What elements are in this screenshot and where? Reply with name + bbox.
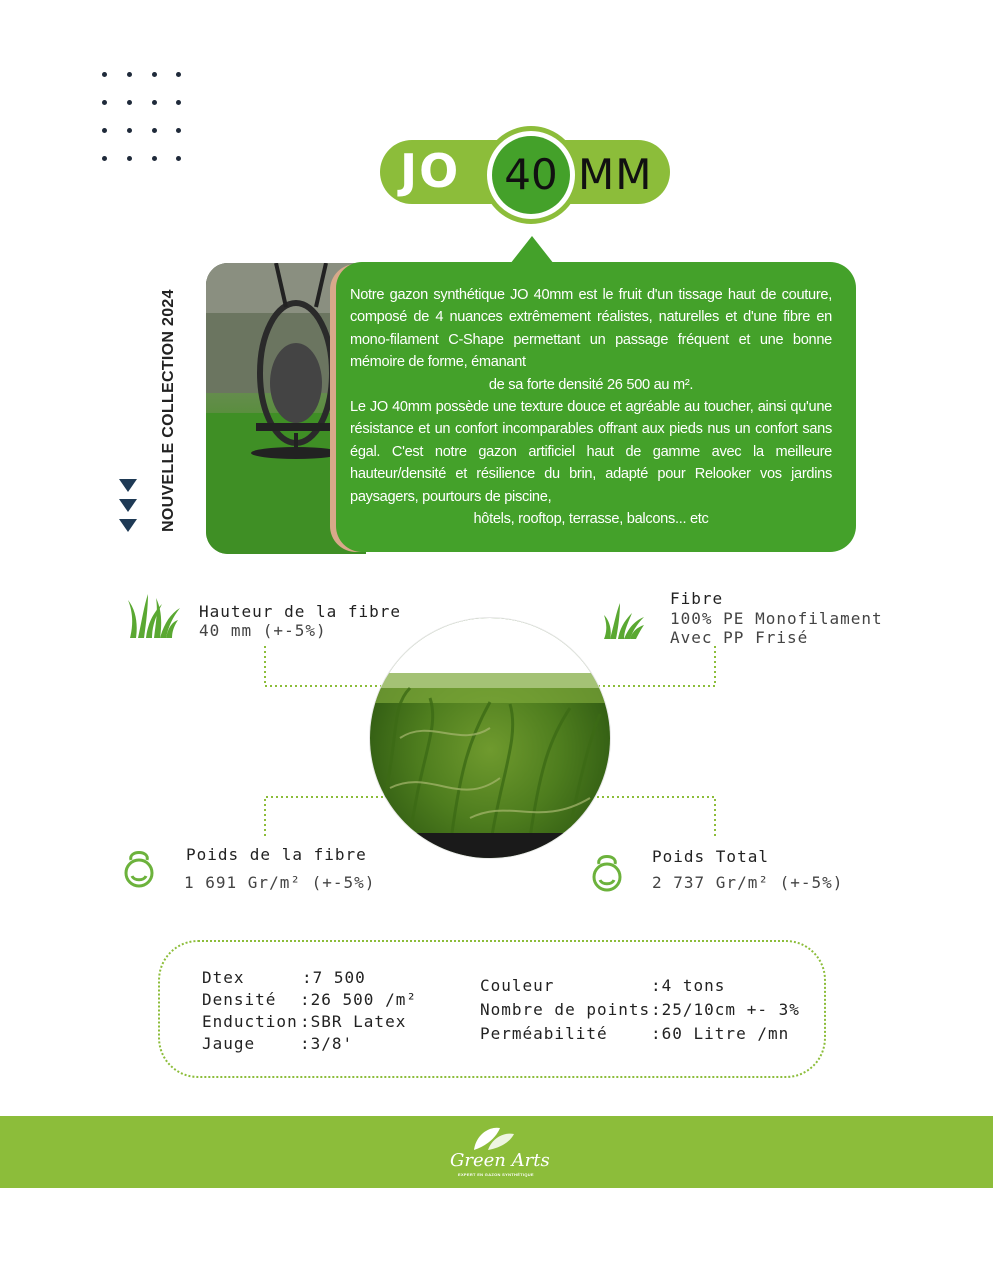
- footer-logo-text: Green Arts: [450, 1150, 550, 1171]
- table-label: Dtex: [202, 968, 245, 987]
- table-label: Nombre de points: [480, 1000, 651, 1019]
- table-row: [202, 1034, 417, 1056]
- kettlebell-icon: [122, 844, 156, 888]
- spec-fibre-title: Fibre: [670, 589, 724, 608]
- table-row: [202, 990, 417, 1012]
- side-collection-label: NOUVELLE COLLECTION 2024: [160, 289, 177, 532]
- table-label: Densité: [202, 990, 277, 1009]
- table-label: Jauge: [202, 1034, 256, 1053]
- table-value: :SBR Latex: [300, 1012, 407, 1031]
- description-para1-end: de sa forte densité 26 500 au m².: [488, 376, 694, 393]
- spec-poids-total-title: Poids Total: [652, 847, 769, 866]
- leaf-logo-icon: [470, 1124, 516, 1152]
- table-row: [480, 976, 800, 1000]
- description-para1: Notre gazon synthétique JO 40mm est le fruit d'un tissage haut de couture, composé de 4 nuances extrêmement réalistes, naturelles et d'une fibre en mono-filament C-Shape permettant un passage fréquent et une bonne mémoire de forme, émanant: [350, 287, 832, 371]
- grass-icon: [604, 601, 644, 639]
- grass-icon: [128, 592, 180, 638]
- kettlebell-icon: [590, 848, 624, 892]
- table-row: [480, 1000, 800, 1024]
- title-mm: MM: [578, 150, 653, 199]
- table-label: Couleur: [480, 976, 555, 995]
- table-value: :60 Litre /mn: [651, 1024, 790, 1043]
- table-value: :3/8': [300, 1034, 354, 1053]
- spec-table-right: [480, 976, 800, 1048]
- table-row: [202, 1012, 417, 1034]
- spec-poids-fibre-title: Poids de la fibre: [186, 845, 367, 864]
- spec-table-left: [202, 968, 417, 1056]
- spec-fibre-line2: Avec PP Frisé: [670, 628, 809, 647]
- spec-fibre-line1: 100% PE Monofilament: [670, 609, 883, 628]
- description-para2: Le JO 40mm possède une texture douce et agréable au toucher, ainsi qu'une résistance et un confort incomparables offrant aux pieds nus un confort sans égal. C'est notre gazon artificiel haut de gamme avec la meilleure hauteur/densité et résilience du brin, adapté pour Relooker vos jardins paysagers, pourtours de piscine,: [350, 399, 832, 505]
- footer-logo-tagline: EXPERT EN GAZON SYNTHÉTIQUE: [458, 1172, 534, 1177]
- spec-poids-total-value: 2 737 Gr/m² (+-5%): [652, 873, 844, 892]
- table-value: :4 tons: [651, 976, 726, 995]
- table-label: Enduction: [202, 1012, 298, 1031]
- spec-hauteur-title: Hauteur de la fibre: [199, 602, 402, 621]
- table-label: Perméabilité: [480, 1024, 608, 1043]
- table-row: [202, 968, 417, 990]
- grass-closeup-image: [370, 618, 610, 858]
- title-jo: JO: [400, 144, 461, 198]
- description-para2-end: hôtels, rooftop, terrasse, balcons... etc: [473, 511, 709, 528]
- title-number: 40: [504, 150, 558, 199]
- spec-hauteur-value: 40 mm (+-5%): [199, 621, 327, 640]
- table-value: :7 500: [302, 968, 366, 987]
- spec-poids-fibre-value: 1 691 Gr/m² (+-5%): [184, 873, 376, 892]
- table-row: [480, 1024, 800, 1048]
- table-value: :25/10cm +- 3%: [651, 1000, 800, 1019]
- table-value: :26 500 /m²: [300, 990, 417, 1009]
